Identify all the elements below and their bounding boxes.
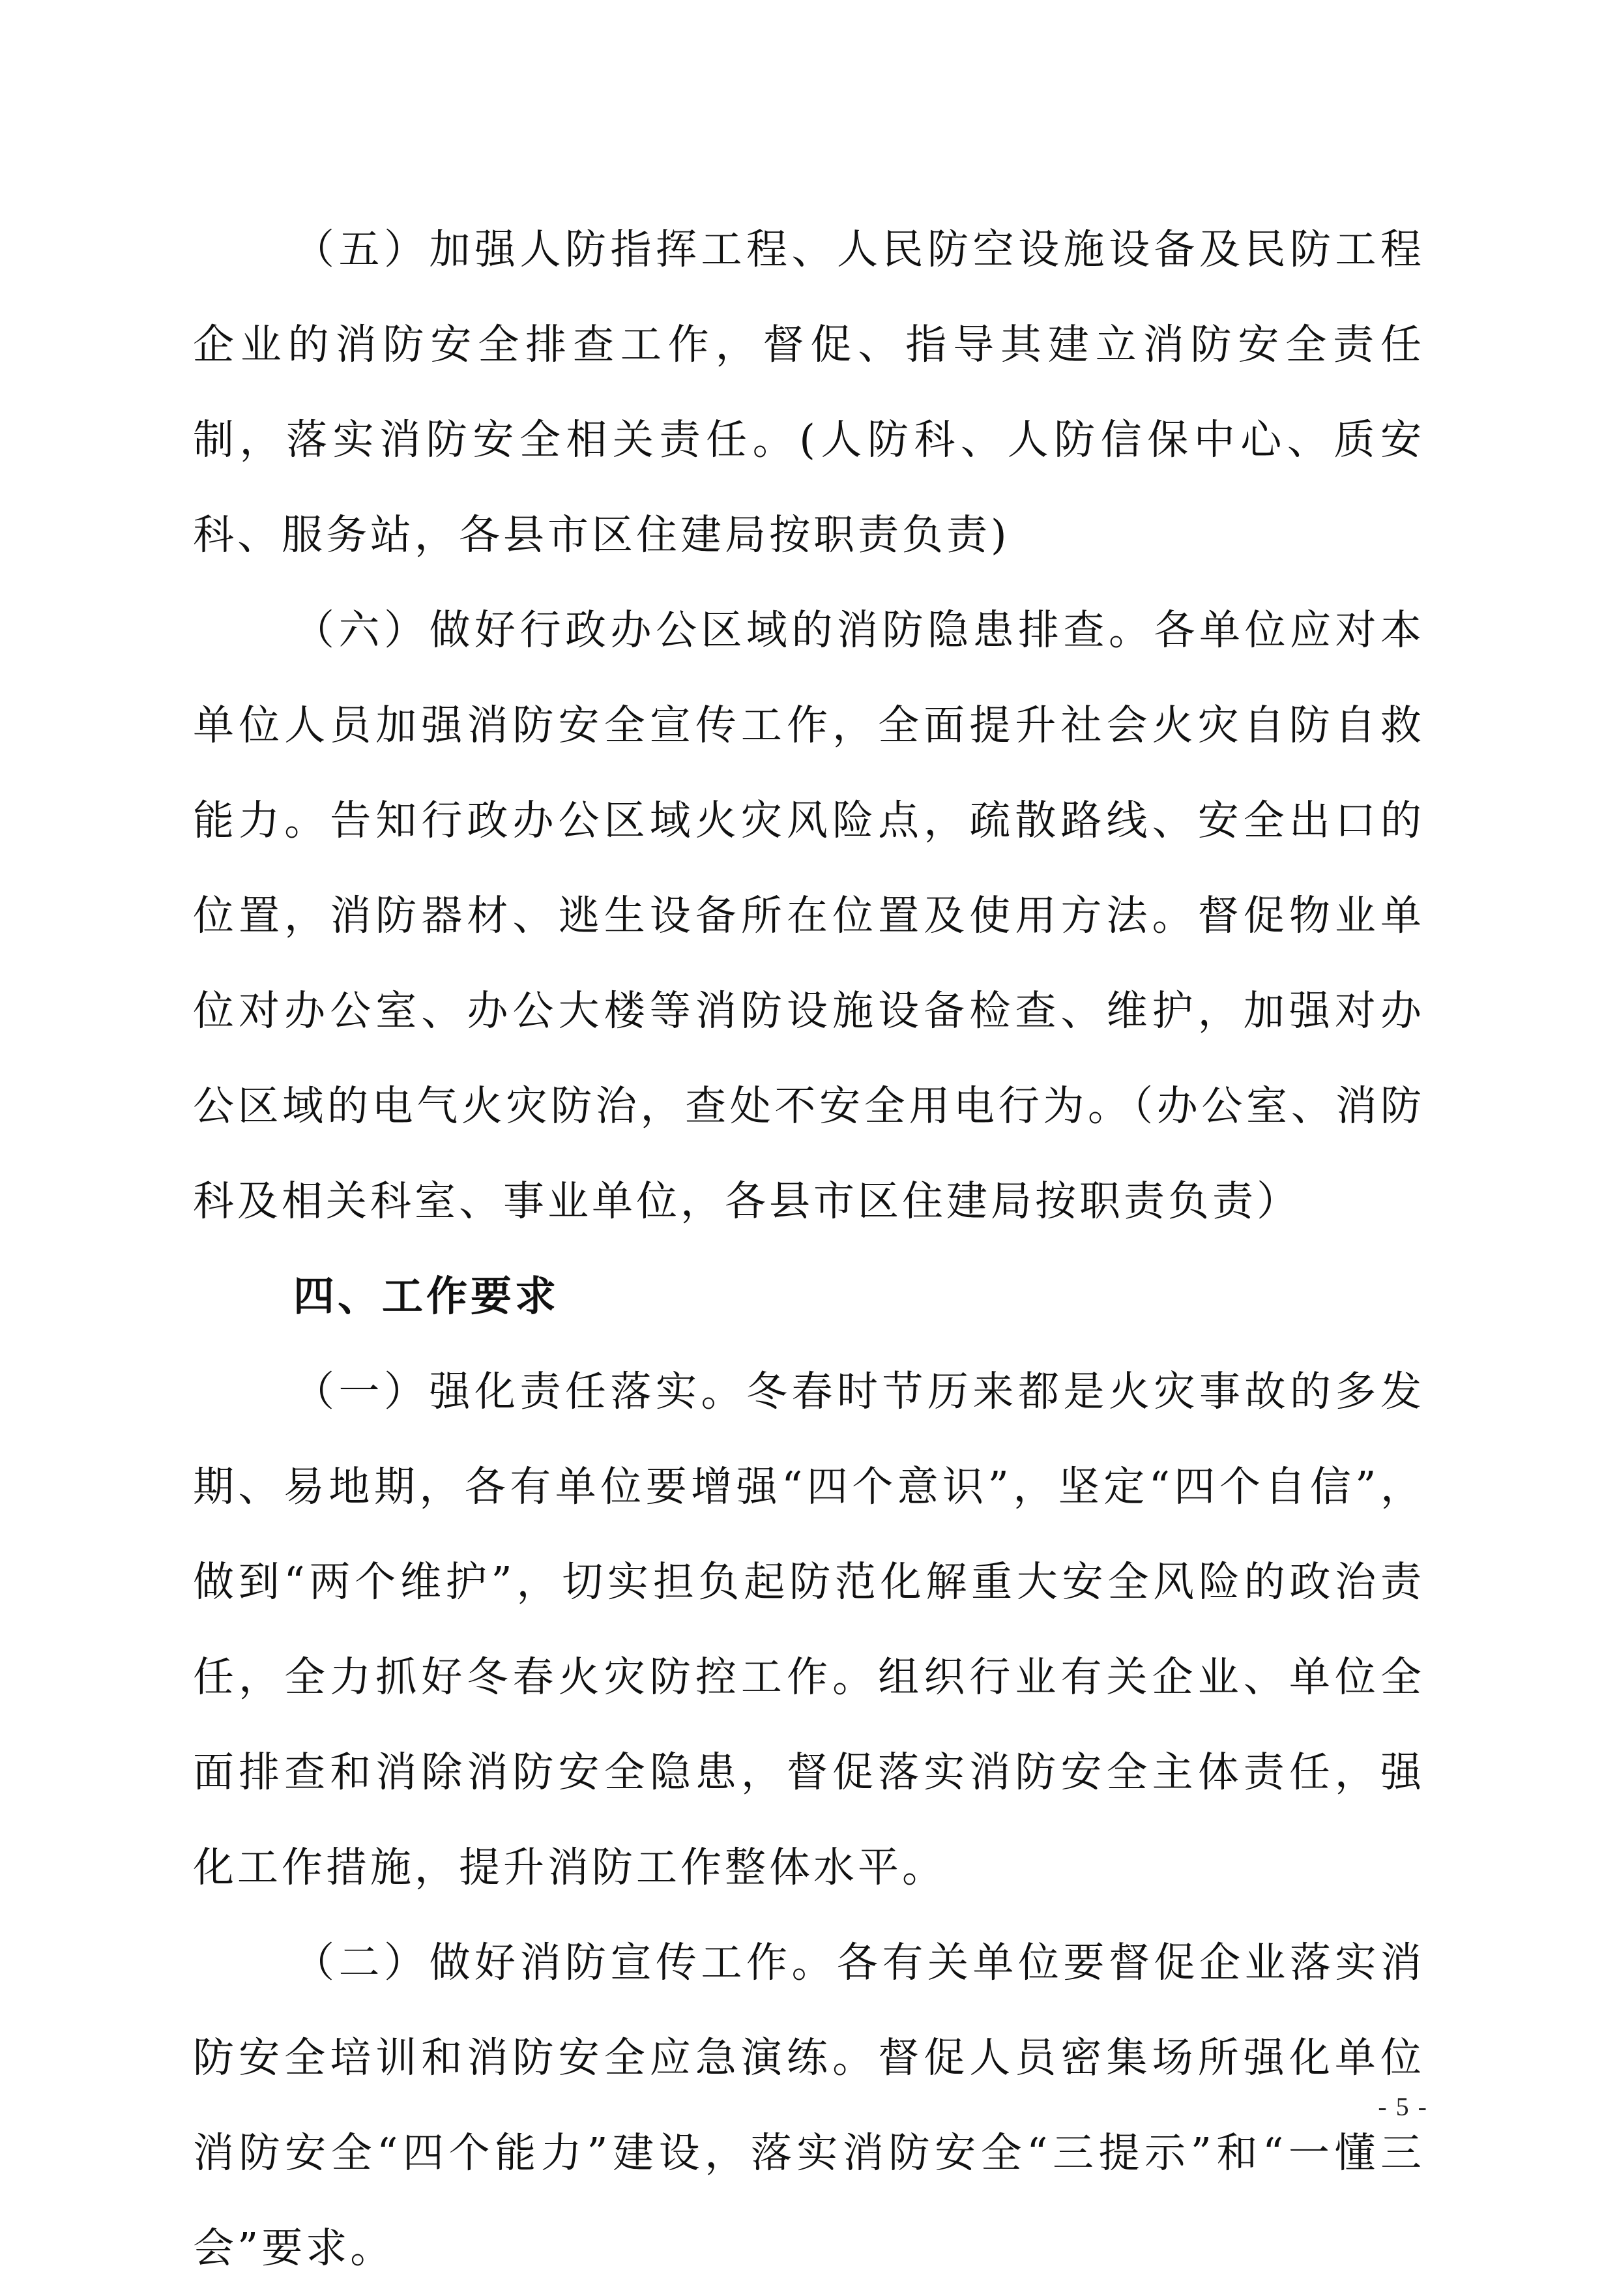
document-body xyxy=(193,202,1425,2296)
requirement-item-one: （一）强化责任落实。冬春时节历来都是火灾事故的多发期、易地期，各有单位要增强“四个意识”，坚定“四个自信”，做到“两个维护”，切实担负起防范化解重大安全风险的政治责任，全力抓好冬春火灾防控工作。组织行业有关企业、单位全面排查和消除消防安全隐患，督促落实消防安全主体责任，强化工作措施，提升消防工作整体水平。 xyxy=(193,1368,1425,1891)
requirement-item-two: （二）做好消防宣传工作。各有关单位要督促企业落实消防安全培训和消防安全应急演练。督促人员密集场所强化单位消防安全“四个能力”建设，落实消防安全“三提示”和“一懂三会”要求。 xyxy=(193,1939,1425,2272)
paragraph-item-five: （五）加强人防指挥工程、人民防空设施设备及民防工程企业的消防安全排查工作，督促、指导其建立消防安全责任制，落实消防安全相关责任。(人防科、人防信保中心、质安科、服务站，各县市区住建局按职责负责) xyxy=(193,226,1425,559)
paragraph-item-six: （六）做好行政办公区域的消防隐患排查。各单位应对本单位人员加强消防安全宣传工作，全面提升社会火灾自防自救能力。告知行政办公区域火灾风险点，疏散路线、安全出口的位置，消防器材、逃生设备所在位置及使用方法。督促物业单位对办公室、办公大楼等消防设施设备检查、维护，加强对办公区域的电气火灾防治，查处不安全用电行为。（办公室、消防科及相关科室、事业单位，各县市区住建局按职责负责） xyxy=(193,606,1425,1225)
section-heading-work-requirements: 四、工作要求 xyxy=(293,1273,559,1320)
page-number: - 5 - xyxy=(1378,2092,1428,2121)
